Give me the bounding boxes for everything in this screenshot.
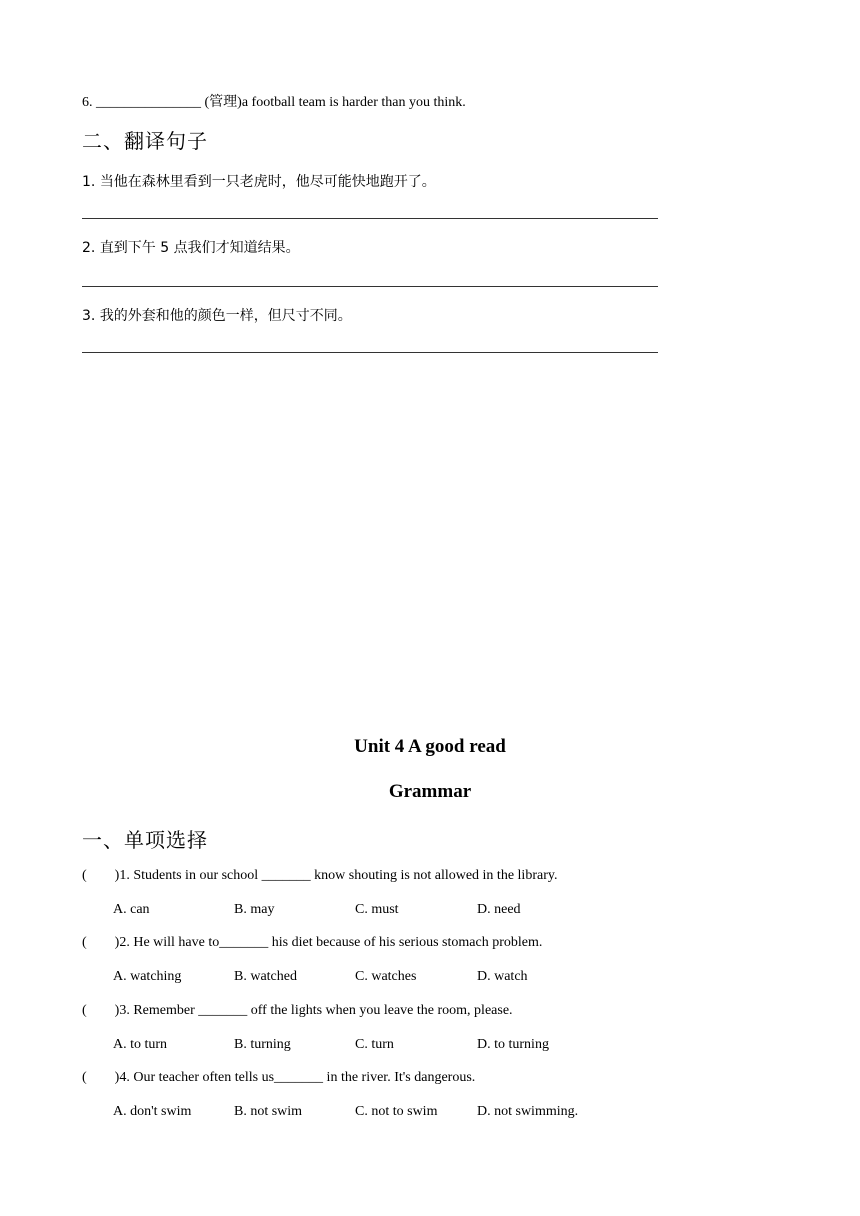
- translate-item-1-number: 1.: [82, 174, 96, 190]
- choice-question-1: [82, 868, 557, 884]
- unit-subtitle: Grammar: [388, 781, 472, 802]
- answer-paren[interactable]: ( ): [82, 935, 120, 950]
- option-c[interactable]: C. turn: [355, 1037, 394, 1052]
- q6-text: (管理)a football team is harder than you think.: [204, 95, 466, 110]
- translate-item-3: [82, 305, 352, 325]
- answer-paren[interactable]: ( ): [82, 868, 120, 883]
- option-b[interactable]: B. watched: [234, 969, 297, 984]
- answer-line-2[interactable]: [82, 286, 658, 287]
- option-d[interactable]: D. to turning: [477, 1037, 549, 1052]
- option-d[interactable]: D. not swimming.: [477, 1104, 579, 1119]
- translate-item-2-number: 2.: [82, 240, 96, 256]
- option-c[interactable]: C. not to swim: [355, 1104, 438, 1119]
- q6-number: 6.: [82, 95, 93, 110]
- translate-item-2: [82, 237, 300, 257]
- answer-paren[interactable]: ( ): [82, 1070, 120, 1085]
- option-d[interactable]: D. watch: [477, 969, 528, 984]
- translate-heading: 二、翻译句子: [82, 129, 208, 153]
- option-a[interactable]: A. don't swim: [113, 1104, 192, 1119]
- translate-item-3-number: 3.: [82, 308, 96, 324]
- translate-item-2-text: 直到下午 5 点我们才知道结果。: [99, 240, 300, 256]
- choice-heading: 一、单项选择: [82, 828, 208, 852]
- answer-line-3[interactable]: [82, 352, 658, 353]
- fill-blank-q6: [82, 91, 466, 111]
- translate-item-1: [82, 171, 436, 191]
- choice-question-3: [82, 1003, 513, 1019]
- translate-item-3-text: 我的外套和他的颜色一样，但尺寸不同。: [99, 308, 352, 324]
- option-b[interactable]: B. turning: [234, 1037, 291, 1052]
- answer-line-1[interactable]: [82, 218, 658, 219]
- option-c[interactable]: C. watches: [355, 969, 417, 984]
- question-text: 4. Our teacher often tells us_______ in the river. It's dangerous.: [119, 1070, 476, 1085]
- option-c[interactable]: C. must: [355, 902, 399, 917]
- option-b[interactable]: B. may: [234, 902, 275, 917]
- option-d[interactable]: D. need: [477, 902, 521, 917]
- question-text: 1. Students in our school _______ know shouting is not allowed in the library.: [119, 868, 558, 883]
- option-a[interactable]: A. to turn: [113, 1037, 168, 1052]
- option-a[interactable]: A. watching: [113, 969, 182, 984]
- q6-blank: _______________: [96, 95, 201, 110]
- question-text: 2. He will have to_______ his diet because of his serious stomach problem.: [119, 935, 543, 950]
- answer-paren[interactable]: ( ): [82, 1003, 120, 1018]
- translate-item-1-text: 当他在森林里看到一只老虎时，他尽可能快地跑开了。: [99, 174, 436, 190]
- choice-question-2: [82, 935, 542, 951]
- unit-title: Unit 4 A good read: [354, 736, 506, 757]
- question-text: 3. Remember _______ off the lights when you leave the room, please.: [119, 1003, 513, 1018]
- choice-question-4: [82, 1070, 475, 1086]
- option-a[interactable]: A. can: [113, 902, 150, 917]
- option-b[interactable]: B. not swim: [234, 1104, 303, 1119]
